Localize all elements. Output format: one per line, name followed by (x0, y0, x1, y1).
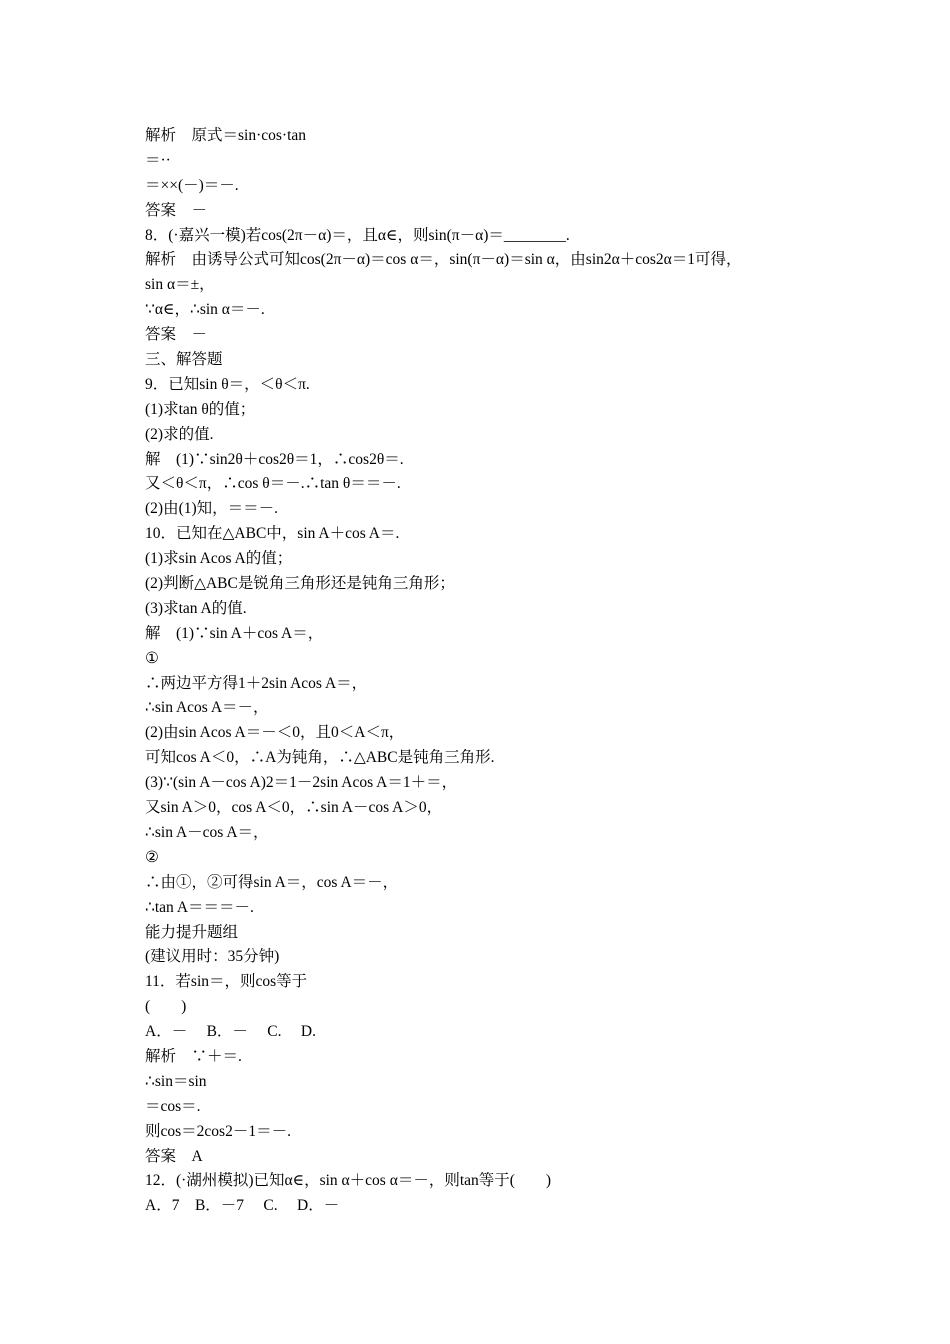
text-line: 答案 － (145, 201, 208, 219)
text-line: 解 (1)∵sin A＋cos A＝， (145, 624, 324, 642)
answer-options: A．－ B．－ C. D. (145, 1023, 316, 1041)
text-line: ( ) (145, 998, 187, 1016)
text-line: ∴tan A＝＝＝－. (145, 898, 254, 916)
text-line: 答案 － (145, 326, 208, 344)
text-line: (1)求sin Acos A的值； (145, 550, 293, 568)
text-line: (3)∵(sin A－cos A)2＝1－2sin Acos A＝1＋＝， (145, 774, 458, 792)
text-line: 解析 ∵＋＝. (145, 1047, 242, 1065)
text-line: ＝·· (145, 151, 171, 169)
text-line: ② (145, 848, 159, 866)
answer-options: A．7 B．－7 C. D．－ (145, 1197, 340, 1215)
text-line: 则cos＝2cos2－1＝－. (145, 1122, 291, 1140)
text-line: 解析 原式＝sin·cos·tan (145, 127, 307, 144)
text-line: (3)求tan A的值. (145, 599, 247, 617)
text-line: ∴sin Acos A＝－， (145, 699, 269, 717)
text-line: 解析 由诱导公式可知cos(2π－α)＝cos α＝，sin(π－α)＝sin α，由sin2α＋cos2α＝1可得， (145, 251, 742, 269)
question-8: 8．(·嘉兴一模)若cos(2π－α)＝，且α∈，则sin(π－α)＝________. (145, 226, 570, 244)
text-line: (2)由sin Acos A＝－＜0，且0＜A＜π， (145, 724, 405, 742)
text-line: (1)求tan θ的值； (145, 400, 256, 418)
question-9: 9．已知sin θ＝，＜θ＜π. (145, 375, 310, 393)
text-line: ∴由①，②可得sin A＝，cos A＝－， (145, 873, 399, 891)
text-line: (2)由(1)知，＝＝－. (145, 500, 279, 518)
text-line: ∴sin＝sin (145, 1072, 207, 1090)
text-line: ＝××(－)＝－. (145, 176, 239, 194)
text-line: sin α＝±， (145, 276, 215, 294)
text-line: ∴sin A－cos A＝， (145, 823, 269, 841)
text-line: (2)判断△ABC是锐角三角形还是钝角三角形； (145, 575, 455, 593)
text-line: ∵α∈，∴sin α＝－. (145, 301, 265, 319)
question-10: 10．已知在△ABC中，sin A＋cos A＝. (145, 525, 400, 543)
section-heading: 能力提升题组 (145, 923, 239, 941)
document-body (145, 124, 845, 1219)
text-line: (建议用时：35分钟) (145, 948, 280, 966)
text-line: ∴两边平方得1＋2sin Acos A＝， (145, 674, 368, 692)
question-12: 12．(·湖州模拟)已知α∈，sin α＋cos α＝－，则tan等于( ) (145, 1172, 552, 1190)
question-11: 11．若sin＝，则cos等于 (145, 973, 308, 991)
text-line: ＝cos＝. (145, 1097, 201, 1115)
section-heading: 三、解答题 (145, 351, 223, 369)
text-line: 答案 A (145, 1147, 203, 1165)
text-line: 解 (1)∵sin2θ＋cos2θ＝1，∴cos2θ＝. (145, 450, 404, 468)
text-line: 又sin A＞0，cos A＜0，∴sin A－cos A＞0， (145, 799, 443, 817)
text-line: 又＜θ＜π，∴cos θ＝－.∴tan θ＝＝－. (145, 475, 401, 493)
text-line: (2)求的值. (145, 425, 214, 443)
text-line: ① (145, 649, 159, 667)
text-line: 可知cos A＜0，∴A为钝角，∴△ABC是钝角三角形. (145, 749, 495, 767)
